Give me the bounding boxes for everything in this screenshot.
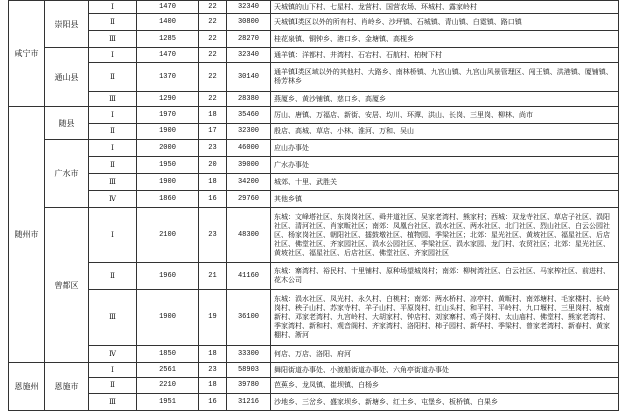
areas-cell: 舞阳街道办事处、小渡船街道办事处、六角亭街道办事处: [271, 363, 619, 378]
price-cell: 1970: [137, 107, 199, 124]
price-cell: 1960: [137, 263, 199, 290]
county-cell: 恩施市: [45, 363, 89, 411]
value-cell: 48300: [227, 208, 271, 263]
table-row: [9, 31, 619, 48]
factor-cell: 18: [199, 378, 227, 394]
areas-cell: 东城：涢水社区、凤光村、永久村、白桃村；南郊：两水桥村、凉亭村、黄畈村、南郊塘村、毛家楼村、长岭岗村、秧子山村、苏家寺村、羊子山村、平原岗村、红山头村、和平村、平岭村、九口堰村、三里岗村、城南新村、邓家老湾村、九宫岭村、大胡家村、钟店村、刘家寨村、鸡子岗村、太山庙村、佛堂村、熊家老湾村、季家湾村、新和村、观音阁村、齐家湾村、洛阳村、柿子园村、新华村、季梁村、曾家老湾村、新春村、黄家棚村、淅河: [271, 290, 619, 346]
factor-cell: 23: [199, 363, 227, 378]
document-page: [8, 0, 618, 415]
grade-cell: Ⅲ: [89, 290, 137, 346]
value-cell: 29760: [227, 191, 271, 208]
areas-cell: 燕厦乡、黄沙铺镇、慈口乡、高厦乡: [271, 92, 619, 107]
grade-cell: Ⅲ: [89, 394, 137, 411]
value-cell: 41160: [227, 263, 271, 290]
price-cell: 2210: [137, 378, 199, 394]
grade-cell: Ⅳ: [89, 346, 137, 363]
price-cell: 1470: [137, 48, 199, 63]
factor-cell: 22: [199, 14, 227, 31]
table-row: [9, 378, 619, 394]
grade-cell: Ⅳ: [89, 191, 137, 208]
table-row: [9, 63, 619, 92]
grade-cell: Ⅲ: [89, 174, 137, 191]
grade-cell: Ⅲ: [89, 92, 137, 107]
county-cell: 广水市: [45, 140, 89, 208]
table-row: [9, 1, 619, 14]
areas-cell: 通羊镇：洋都村、井湾村、石宕村、石航村、柏树下村: [271, 48, 619, 63]
value-cell: 28270: [227, 31, 271, 48]
areas-cell: 天城镇的山下村、七星村、龙营村、国营农场、环城村、露家岭村: [271, 1, 619, 14]
areas-cell: 东城：寨湾村、裕民村、十里铺村、原种场望城岗村；南郊：柳树湾社区、白云社区、马家榨社区、前进村、花木公司: [271, 263, 619, 290]
grade-cell: Ⅰ: [89, 140, 137, 157]
factor-cell: 16: [199, 191, 227, 208]
city-cell: 咸宁市: [9, 1, 45, 107]
value-cell: 30800: [227, 14, 271, 31]
county-cell: 通山县: [45, 48, 89, 107]
value-cell: 33300: [227, 346, 271, 363]
value-cell: 31216: [227, 394, 271, 411]
value-cell: 36100: [227, 290, 271, 346]
grade-cell: Ⅰ: [89, 107, 137, 124]
price-cell: 1860: [137, 191, 199, 208]
factor-cell: 19: [199, 290, 227, 346]
value-cell: 32340: [227, 1, 271, 14]
table-row: [9, 157, 619, 174]
grade-cell: Ⅱ: [89, 263, 137, 290]
factor-cell: 22: [199, 1, 227, 14]
price-cell: 1285: [137, 31, 199, 48]
areas-cell: 通羊镇Ⅰ类区域以外的其他村、大路乡、南林桥镇、九宫山镇、九宫山风景管理区、闯王镇、洪港镇、厦铺镇、杨芳林乡: [271, 63, 619, 92]
value-cell: 39780: [227, 378, 271, 394]
table-row: [9, 107, 619, 124]
table-row: [9, 263, 619, 290]
price-cell: 1470: [137, 1, 199, 14]
price-cell: 1900: [137, 174, 199, 191]
factor-cell: 18: [199, 107, 227, 124]
price-cell: 1290: [137, 92, 199, 107]
price-cell: 1900: [137, 124, 199, 140]
land-price-table: [8, 0, 619, 411]
areas-cell: 何店、万店、洛阳、府河: [271, 346, 619, 363]
areas-cell: 应山办事处: [271, 140, 619, 157]
factor-cell: 21: [199, 263, 227, 290]
areas-cell: 桂花泉镇、铜钟乡、港口乡、金塘镇、高枧乡: [271, 31, 619, 48]
table-row: [9, 208, 619, 263]
price-cell: 2000: [137, 140, 199, 157]
table-row: [9, 124, 619, 140]
table-body: [9, 1, 619, 411]
areas-cell: 沙地乡、三岔乡、盛家坝乡、新塘乡、红土乡、屯堡乡、板桥镇、白果乡: [271, 394, 619, 411]
grade-cell: Ⅰ: [89, 48, 137, 63]
factor-cell: 22: [199, 31, 227, 48]
grade-cell: Ⅱ: [89, 157, 137, 174]
areas-cell: 殷店、高城、草店、小林、淮河、万和、吴山: [271, 124, 619, 140]
grade-cell: Ⅱ: [89, 63, 137, 92]
factor-cell: 22: [199, 92, 227, 107]
county-cell: 随县: [45, 107, 89, 140]
value-cell: 35460: [227, 107, 271, 124]
value-cell: 32340: [227, 48, 271, 63]
areas-cell: 广水办事处: [271, 157, 619, 174]
price-cell: 1900: [137, 290, 199, 346]
table-row: [9, 394, 619, 411]
areas-cell: 东城：文峰塔社区、东岗岗社区、舜井道社区、吴家老湾村、熊家村；西城：双龙寺社区、草店子社区、涢阳社区、清河社区、肖家畈社区；南郊：凤凰台社区、涢水社区、两水社区、北门社区、烈山社区、白云公园社区、杨家岗社区、朝阳社区、擂鼓墩社区、植物园、季梁社区；北郊：星光社区、黄坡社区、福星社区、后店社区、佛堂社区、齐家园社区、涢水公园社区、季梁社区、涢水家园、龙门村、农贸社区；北郊：星光社区、黄坡社区、福星社区、后店社区、佛堂社区、齐家园社区: [271, 208, 619, 263]
price-cell: 2100: [137, 208, 199, 263]
table-row: [9, 140, 619, 157]
grade-cell: Ⅱ: [89, 378, 137, 394]
price-cell: 1951: [137, 394, 199, 411]
factor-cell: 16: [199, 394, 227, 411]
table-row: [9, 174, 619, 191]
value-cell: 30140: [227, 63, 271, 92]
table-row: [9, 290, 619, 346]
price-cell: 1400: [137, 14, 199, 31]
table-row: [9, 92, 619, 107]
value-cell: 34200: [227, 174, 271, 191]
city-cell: 恩施州: [9, 363, 45, 411]
table-row: [9, 363, 619, 378]
factor-cell: 22: [199, 63, 227, 92]
factor-cell: 18: [199, 346, 227, 363]
grade-cell: Ⅱ: [89, 124, 137, 140]
price-cell: 1370: [137, 63, 199, 92]
grade-cell: Ⅰ: [89, 363, 137, 378]
county-cell: 曾都区: [45, 208, 89, 363]
grade-cell: Ⅱ: [89, 14, 137, 31]
areas-cell: 天城镇Ⅰ类区以外的所有村、肖岭乡、沙坪镇、石城镇、青山镇、白霓镇、路口镇: [271, 14, 619, 31]
table-row: [9, 48, 619, 63]
areas-cell: 厉山、唐镇、万福店、新街、安居、均川、环潭、洪山、长岗、三里岗、柳林、尚市: [271, 107, 619, 124]
price-cell: 2561: [137, 363, 199, 378]
price-cell: 1950: [137, 157, 199, 174]
county-cell: 崇阳县: [45, 1, 89, 48]
table-row: [9, 191, 619, 208]
price-cell: 1850: [137, 346, 199, 363]
factor-cell: 17: [199, 124, 227, 140]
factor-cell: 18: [199, 174, 227, 191]
grade-cell: Ⅰ: [89, 1, 137, 14]
areas-cell: 其他乡镇: [271, 191, 619, 208]
factor-cell: 22: [199, 48, 227, 63]
factor-cell: 23: [199, 208, 227, 263]
factor-cell: 20: [199, 157, 227, 174]
value-cell: 39000: [227, 157, 271, 174]
value-cell: 28380: [227, 92, 271, 107]
grade-cell: Ⅲ: [89, 31, 137, 48]
factor-cell: 23: [199, 140, 227, 157]
value-cell: 32300: [227, 124, 271, 140]
areas-cell: 城郊、十里、武胜关: [271, 174, 619, 191]
grade-cell: Ⅰ: [89, 208, 137, 263]
city-cell: 随州市: [9, 107, 45, 363]
value-cell: 58903: [227, 363, 271, 378]
table-row: [9, 346, 619, 363]
table-row: [9, 14, 619, 31]
areas-cell: 芭蕉乡、龙凤镇、崔坝镇、白杨乡: [271, 378, 619, 394]
value-cell: 46000: [227, 140, 271, 157]
